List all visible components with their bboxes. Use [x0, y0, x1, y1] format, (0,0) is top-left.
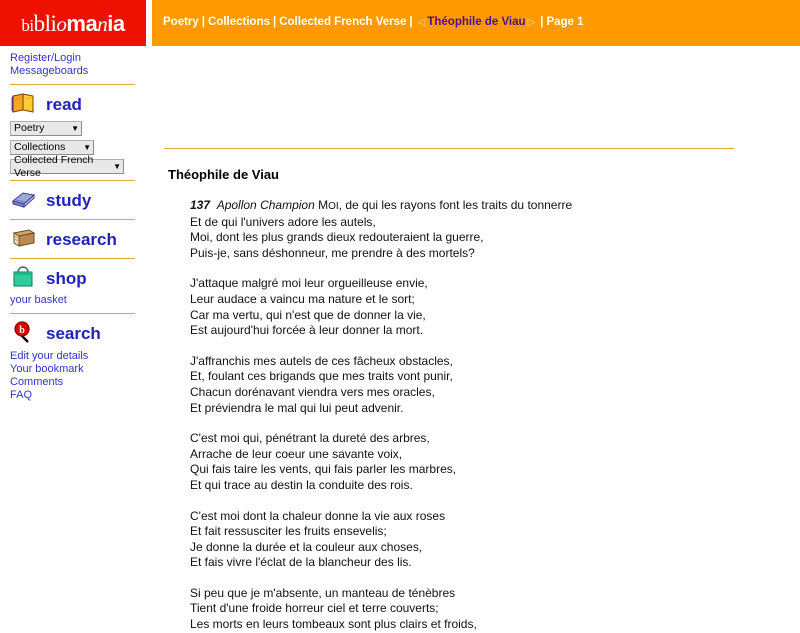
chevron-down-icon: ▼ [113, 162, 121, 171]
breadcrumb-separator-2: | [273, 16, 277, 29]
sidebar-link-edit-your-details[interactable]: Edit your details [10, 350, 89, 362]
poem-line: Et fais vivre l'éclat de la blancheur des lis. [190, 555, 412, 570]
poem-line: Car ma vertu, qui n'est que de donner la vie, [190, 307, 426, 322]
prev-author-arrow-icon[interactable]: ◁ [417, 17, 426, 29]
sidebar-selects [10, 121, 140, 179]
breadcrumb-page-label: Page 1 [546, 16, 584, 29]
logo-part-4: ma [66, 10, 98, 36]
title-select[interactable] [10, 153, 124, 179]
type-select-value: Collections [14, 141, 66, 153]
poem-line: J'attaque malgré moi leur orgueilleuse envie, [190, 276, 428, 291]
poem-lead-cap: M [318, 198, 329, 212]
logo-part-2: bli [33, 10, 57, 36]
sidebar-link-your-bookmark[interactable]: Your bookmark [10, 363, 84, 375]
sidebar-label-shop: shop [46, 268, 87, 288]
poem-line: Moi, dont les plus grands dieux redouteraient la guerre, [190, 230, 484, 245]
sidebar-item-study[interactable] [10, 187, 140, 213]
poem-line: C'est moi dont la chaleur donne la vie aux roses [190, 508, 446, 523]
sidebar-divider-1 [10, 84, 135, 85]
content-divider [164, 148, 734, 149]
svg-text:b: b [19, 325, 25, 336]
poem-line: Arrache de leur coeur une savante voix, [190, 446, 403, 461]
magnifier-icon [10, 321, 38, 345]
blue-book-icon [10, 188, 38, 212]
category-select[interactable] [10, 121, 82, 136]
poem-line: Et de qui l'univers adore les autels, [190, 214, 376, 229]
breadcrumb [163, 17, 584, 29]
poem-first-line-lead [318, 198, 339, 212]
breadcrumb-item-collections[interactable]: Collections [208, 16, 270, 29]
logo-part-6: ia [107, 10, 125, 36]
title-select-value: Collected French Verse [14, 153, 94, 179]
poem-line: Je donne la durée et la couleur aux choses, [190, 539, 423, 554]
poem-line: Et fait ressusciter les fruits ensevelis; [190, 524, 387, 539]
poem-line: Si peu que je m'absente, un manteau de ténèbres [190, 585, 456, 600]
next-author-arrow-icon[interactable]: ▷ [527, 17, 536, 29]
chevron-down-icon: ▼ [83, 143, 91, 152]
category-select-value: Poetry [14, 122, 45, 134]
breadcrumb-item-poetry[interactable]: Poetry [163, 16, 199, 29]
poem-line: Et préviendra le mal qui lui peut advenir. [190, 400, 404, 415]
sidebar-divider-5 [10, 313, 135, 314]
open-book-icon [10, 92, 38, 116]
poem-line: C'est moi qui, pénétrant la dureté des arbres, [190, 431, 430, 446]
sidebar-label-research: research [46, 229, 117, 249]
logo-part-1: bi [21, 15, 34, 35]
logo-part-5: n [97, 11, 108, 36]
sidebar-link-register-login[interactable]: Register/Login [10, 52, 81, 64]
poem-reference: 137 [190, 198, 211, 212]
breadcrumb-current-author: Théophile de Viau [427, 16, 526, 29]
sidebar-item-read[interactable] [10, 91, 140, 117]
page-body [0, 46, 800, 632]
poem-line: Est aujourd'hui forcée à leur donner la mort. [190, 323, 424, 338]
poem-first-line-rest: , de qui les rayons font les traits du tonnerre [338, 198, 573, 212]
poem-stanza [190, 198, 800, 261]
poem-line: Puis-je, sans déshonneur, me prendre à des mortels? [190, 245, 475, 260]
poem-lead-smallcaps: OI [328, 201, 339, 212]
sidebar-label-read: read [46, 94, 82, 114]
breadcrumb-item-collected-french-verse[interactable]: Collected French Verse [279, 16, 407, 29]
site-header [0, 0, 800, 46]
sidebar-item-search[interactable] [10, 320, 140, 346]
sidebar-divider-4 [10, 258, 135, 259]
sidebar-link-faq[interactable]: FAQ [10, 389, 33, 401]
poem-stanza [190, 276, 800, 338]
poem-line: Qui fais taire les vents, qui fais parler les marbres, [190, 462, 457, 477]
poem-body [190, 198, 800, 633]
breadcrumb-separator-3: | [409, 16, 413, 29]
sidebar [0, 46, 140, 402]
page-title: Théophile de Viau [168, 167, 280, 182]
poem-line: Les morts en leurs tombeaux sont plus clairs et froids, [190, 617, 477, 632]
site-logo-text [21, 12, 124, 35]
poem-stanza [190, 431, 800, 493]
breadcrumb-separator-1: | [201, 16, 206, 29]
poem-line: Chacun dorénavant viendra vers mes oracles, [190, 384, 435, 399]
chevron-down-icon: ▼ [71, 124, 79, 133]
sidebar-item-shop[interactable] [10, 265, 140, 291]
poem-stanza [190, 509, 800, 571]
poem-line: J'affranchis mes autels de ces fâcheux obstacles, [190, 353, 453, 368]
poem-line-first [190, 198, 800, 215]
sidebar-link-your-basket[interactable]: your basket [10, 294, 67, 306]
sidebar-item-research[interactable] [10, 226, 140, 252]
sidebar-link-comments[interactable]: Comments [10, 376, 64, 388]
sidebar-divider-2 [10, 180, 135, 181]
shopping-bag-icon [10, 266, 38, 290]
main-content [140, 46, 800, 632]
poem-line: Tient d'une froide horreur ciel et terre couverts; [190, 601, 439, 616]
brown-book-icon [10, 227, 38, 251]
breadcrumb-separator-4: | [540, 16, 544, 29]
poem-line: Et, foulant ces brigands que mes traits vont punir, [190, 369, 453, 384]
logo-part-3: o [56, 11, 67, 36]
poem-stanza [190, 586, 800, 633]
sidebar-divider-3 [10, 219, 135, 220]
sidebar-link-messageboards[interactable]: Messageboards [10, 65, 89, 77]
sidebar-tail-links [10, 350, 140, 402]
poem-stanza [190, 354, 800, 416]
poem-line: Et qui trace au destin la conduite des rois. [190, 477, 413, 492]
sidebar-label-study: study [46, 190, 92, 210]
poem-line: Leur audace a vaincu ma nature et le sort; [190, 291, 415, 306]
sidebar-label-search: search [46, 323, 101, 343]
poem-work-title: Apollon Champion [216, 198, 315, 212]
site-logo[interactable] [0, 0, 146, 46]
breadcrumb-nav [152, 0, 800, 46]
